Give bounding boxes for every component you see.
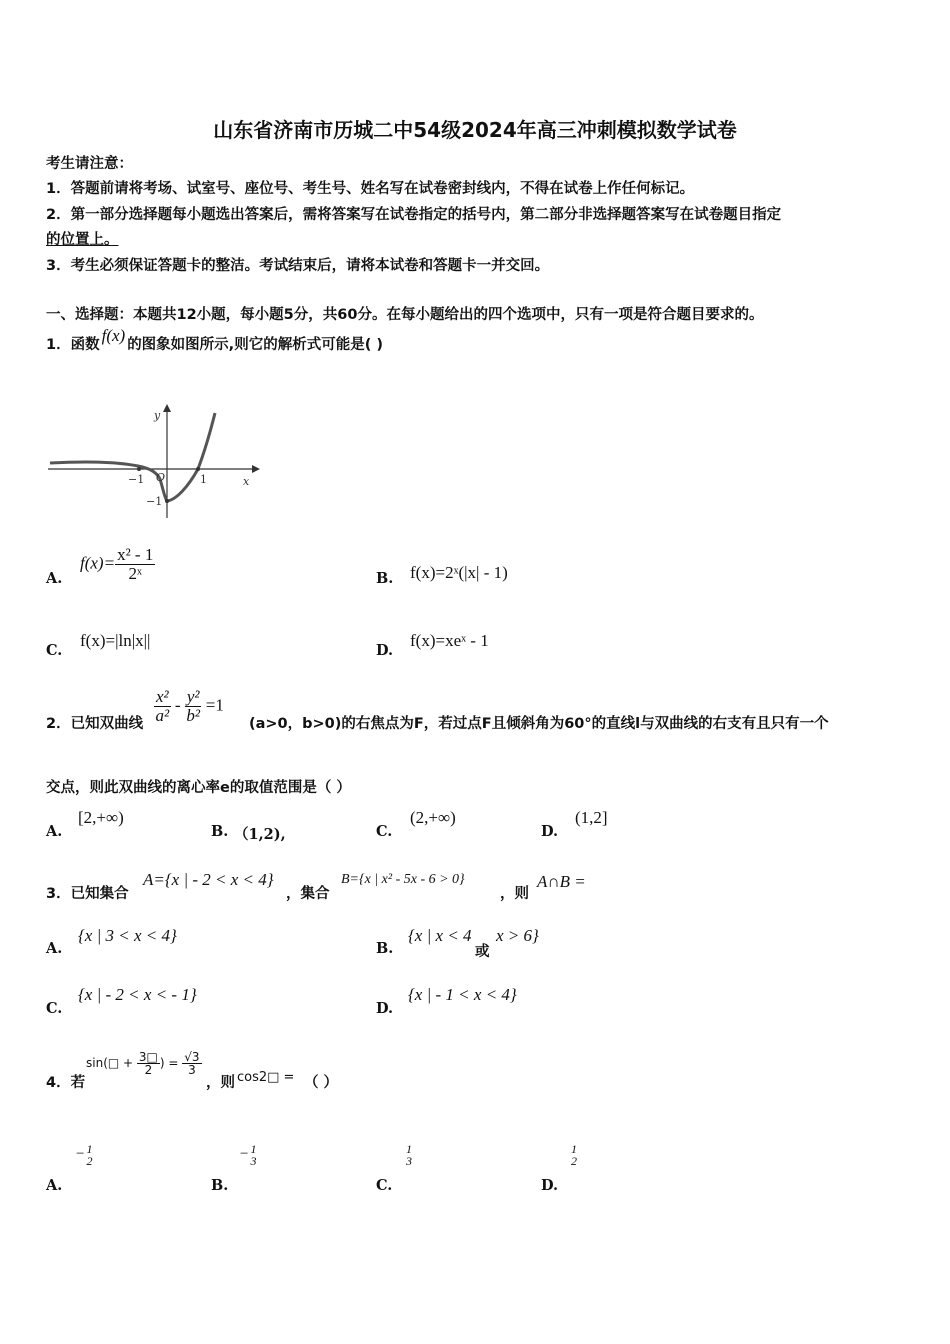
q2-option-b-label: B. (211, 823, 229, 840)
graph-tick-neg1: −1 (128, 473, 145, 486)
q3-option-b-or: 或 (475, 944, 490, 960)
q4-option-a-label: A. (46, 1177, 63, 1194)
q4-paren: （ ） (304, 1075, 339, 1091)
q4-option-d-label: D. (541, 1177, 559, 1194)
graph-ylabel: y (154, 409, 161, 422)
graph-xlabel: x (243, 475, 250, 488)
q3-option-a: {x | 3 < x < 4} (78, 926, 177, 945)
q3-mid: ，集合 (286, 886, 330, 902)
q2-option-a: [2,+∞) (78, 808, 124, 827)
q4-option-a: − 1 2 (76, 1142, 93, 1168)
q4-option-c: 1 3 (406, 1142, 412, 1168)
q2-option-c: (2,+∞) (410, 808, 456, 827)
q2-option-a-label: A. (46, 823, 63, 840)
q2-option-b: （1,2), (234, 826, 286, 843)
q2-text-1: (a>0，b>0)的右焦点为F，若过点F且倾斜角为60°的直线l与双曲线的右支有且只有一个 (249, 716, 829, 732)
q4-prefix: 4．若 (46, 1075, 86, 1091)
q2-text-2: 交点，则此双曲线的离心率e的取值范围是（ ） (46, 780, 351, 796)
q4-condition: sin(□ + $\frac{3□}{2}$ ) = $\frac{√3}{3}$ (86, 1050, 200, 1077)
q3-option-c-label: C. (46, 1000, 63, 1017)
q4-option-c-label: C. (376, 1177, 393, 1194)
q2-prefix: 2．已知双曲线 (46, 716, 144, 732)
q3-then: ，则 (500, 886, 529, 902)
q2-option-d: (1,2] (575, 808, 608, 827)
q2-option-d-label: D. (541, 823, 559, 840)
q3-option-c: {x | - 2 < x < - 1} (78, 985, 197, 1004)
notice-item: 3．考生必须保证答题卡的整洁。考试结束后，请将本试卷和答题卡一并交回。 (46, 258, 550, 274)
q3-option-b: {x | x < 4 (408, 926, 472, 945)
q4-then: ，则 (206, 1075, 235, 1091)
q4-option-d: 1 2 (571, 1142, 577, 1168)
q1-option-a-label: A. (46, 570, 63, 587)
q1-option-c-label: C. (46, 642, 63, 659)
q3-ask: A∩B = (537, 872, 586, 891)
page-title: 山东省济南市历城二中54级2024年高三冲刺模拟数学试卷 (213, 118, 737, 142)
q1-option-d: f(x)=xeˣ - 1 (410, 631, 489, 650)
graph-ytick: −1 (146, 495, 163, 508)
q1-fx: f(x) (101, 326, 126, 345)
notice-item: 1．答题前请将考场、试室号、座位号、考生号、姓名写在试卷密封线内，不得在试卷上作任何标记。 (46, 181, 695, 197)
notice-item: 的位置上。 (46, 232, 119, 248)
q4-option-b-label: B. (211, 1177, 229, 1194)
q2-option-c-label: C. (376, 823, 393, 840)
q1-option-c: f(x)=|ln|x|| (80, 631, 151, 650)
q1-option-d-label: D. (376, 642, 394, 659)
q3-option-b-label: B. (376, 940, 394, 957)
q3-set-b: B={x | x² - 5x - 6 > 0} (341, 872, 465, 887)
q4-ask: cos2□ = (237, 1070, 295, 1085)
notice-item: 2．第一部分选择题每小题选出答案后，需将答案写在试卷指定的括号内，第二部分非选择题答案写在试卷题目指定 (46, 207, 782, 223)
section-heading: 一、选择题：本题共12小题，每小题5分，共60分。在每小题给出的四个选项中，只有一项是符合题目要求的。 (46, 307, 764, 323)
q3-option-b-2: x > 6} (496, 926, 539, 945)
graph-origin: O (156, 471, 166, 484)
question-1: 1．函数 f(x) 的图象如图所示,则它的解析式可能是( ) (46, 326, 383, 353)
q3-option-a-label: A. (46, 940, 63, 957)
q1-option-b: f(x)=2ˣ(|x| - 1) (410, 563, 508, 582)
q1-function-graph (48, 403, 263, 521)
q1-option-a: f(x)= $\frac{\text{x² - 1}}{\text{2ˣ}}$ (80, 545, 154, 583)
q4-option-b: − 1 3 (240, 1142, 257, 1168)
graph-tick-1: 1 (200, 473, 207, 486)
q3-option-d-label: D. (376, 1000, 394, 1017)
q3-prefix: 3．已知集合 (46, 886, 129, 902)
q3-option-d: {x | - 1 < x < 4} (408, 985, 517, 1004)
q1-option-b-label: B. (376, 570, 394, 587)
q2-hyperbola: $\frac{\text{x²}}{\text{a²}}$ - $\frac{\text{y²}}{\text{b²}}$ =1 (155, 687, 224, 725)
q3-set-a: A={x | - 2 < x < 4} (143, 870, 274, 889)
notice-heading: 考生请注意： (46, 156, 133, 172)
